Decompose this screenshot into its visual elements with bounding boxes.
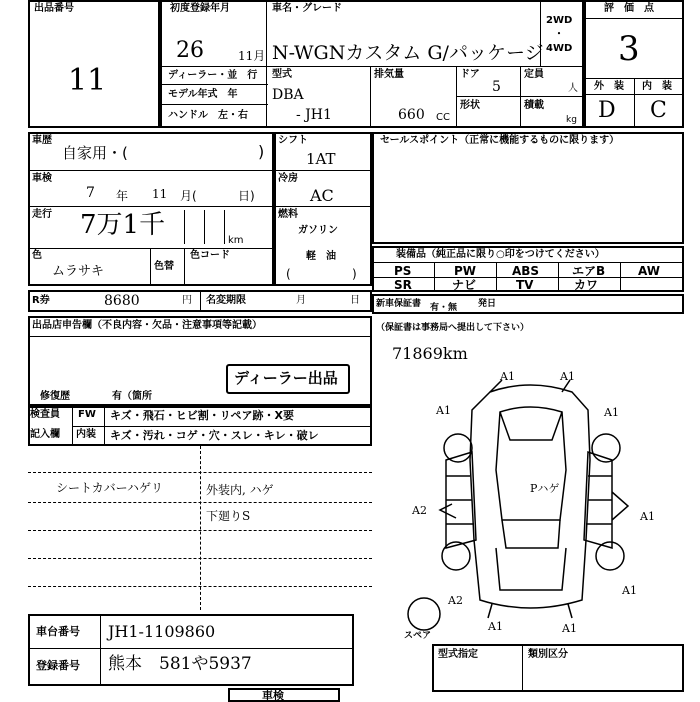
dealer-label: ディーラー・並 行 <box>168 70 258 81</box>
aircon-value: AC <box>310 186 334 205</box>
load-label: 積載 <box>524 100 544 111</box>
recycle-label: R券 <box>32 295 50 306</box>
sales-point-label: セールスポイント（正常に機能するものに限ります） <box>380 135 620 146</box>
car-roof <box>496 407 566 520</box>
equipment-label: 装備品（純正品に限り○印をつけてください） <box>396 249 605 260</box>
check-inner-text: キズ・汚れ・コゲ・穴・スレ・キレ・破レ <box>110 429 319 442</box>
shift-value: 1AT <box>306 150 336 168</box>
equip-ps: PS <box>394 264 412 278</box>
equip-sr: SR <box>394 278 412 292</box>
car-body-outline <box>470 385 590 608</box>
name-change-label: 名変期限 <box>206 295 246 306</box>
model-year-label: モデル年式 年 <box>168 89 238 100</box>
fuel-gasoline: ガソリン <box>298 225 338 236</box>
exterior-label: 外 装 <box>594 81 624 92</box>
inspection-day-unit: 日) <box>238 189 255 203</box>
door-value: 5 <box>492 79 501 95</box>
capacity-label: 定員 <box>524 69 544 80</box>
drive-dot: ・ <box>554 29 564 40</box>
mark-a1-left: A1 <box>436 404 451 417</box>
mark-a2-rear: A2 <box>448 594 463 607</box>
mileage-value: 7万1千 <box>80 210 166 240</box>
inspection-month: 11 <box>152 187 168 201</box>
displacement-value: 660 <box>398 107 425 123</box>
lot-label: 出品番号 <box>34 3 74 14</box>
drive-4wd: 4WD <box>546 43 573 54</box>
rear-glass <box>502 520 560 548</box>
type-prefix: DBA <box>272 87 304 103</box>
mark-a1-right: A1 <box>604 406 619 419</box>
color-change-label: 色替 <box>154 261 174 272</box>
equip-aw: AW <box>638 264 660 278</box>
drive-2wd: 2WD <box>546 15 573 26</box>
shape-label: 形状 <box>460 100 480 111</box>
mark-a2-left: A2 <box>412 504 427 517</box>
fuel-diesel: 軽 油 <box>306 251 336 262</box>
history-close: ) <box>258 142 265 161</box>
inspection-month-unit: 月( <box>180 189 197 203</box>
recycle-unit: 円 <box>182 295 192 306</box>
score-label: 評 価 点 <box>604 3 654 14</box>
warranty-note: （保証書は事務局へ提出して下さい） <box>376 323 530 333</box>
chassis-label: 車台番号 <box>36 625 80 638</box>
fuel-paren-open: ( <box>286 267 291 281</box>
repair-value: 有（箇所 <box>112 391 152 402</box>
check-label2: 記入欄 <box>30 429 60 440</box>
mark-p-hage: Pハゲ <box>530 482 560 495</box>
mark-a1-rear-side: A1 <box>622 584 637 597</box>
capacity-unit: 人 <box>568 83 578 94</box>
mileage-label: 走行 <box>32 209 52 220</box>
wheel-rear-right <box>596 542 624 570</box>
plate-value: 熊本 581や5937 <box>108 654 252 674</box>
interior-label: 内 装 <box>642 81 672 92</box>
mark-a1-front-left: A1 <box>500 370 515 383</box>
warranty-date: 発日 <box>478 299 497 309</box>
handle-label: ハンドル 左・右 <box>168 110 248 121</box>
fuel-label: 燃料 <box>278 209 298 220</box>
note-line2: 外装内, ハゲ <box>206 483 274 497</box>
note-line1: シートカバーハゲリ <box>56 481 164 495</box>
inspection-year-unit: 年 <box>116 189 129 203</box>
history-label: 車歴 <box>32 135 52 146</box>
mileage-unit: km <box>228 235 244 246</box>
car-value: N-WGNカスタム G/パッケージ <box>272 42 544 64</box>
model-cert-label: 型式指定 <box>438 649 478 660</box>
color-value: ムラサキ <box>52 264 105 279</box>
type-value: - JH1 <box>296 107 332 123</box>
warranty-label: 新車保証書 <box>376 299 422 309</box>
repair-label: 修復歴 <box>40 391 70 402</box>
spare-label: スペア <box>404 631 432 641</box>
history-value: 自家用・( <box>62 144 128 162</box>
equip-tv: TV <box>516 278 534 292</box>
load-unit: kg <box>566 115 577 125</box>
first-reg-label: 初度登録年月 <box>170 3 230 14</box>
front-glass <box>500 412 562 440</box>
mark-a1-rear-right: A1 <box>562 622 577 635</box>
type-label: 型式 <box>272 69 292 80</box>
equip-abs: ABS <box>512 264 540 278</box>
check-label1: 検査員 <box>30 409 60 420</box>
exterior-value: D <box>598 98 616 123</box>
mark-a1-right-side: A1 <box>640 510 655 523</box>
handwritten-mileage: 71869km <box>392 344 468 363</box>
bottom-stamp-text: 車検 <box>262 689 284 702</box>
inspection-year: 7 <box>86 185 95 201</box>
note-line3: 下廻りS <box>206 509 251 523</box>
equip-leather: カワ <box>574 278 599 292</box>
wheel-front-left <box>444 434 472 462</box>
name-change-day: 日 <box>350 295 360 306</box>
report-label: 出品店申告欄（不良内容・欠品・注意事項等記載） <box>32 320 262 331</box>
class-label: 類別区分 <box>528 649 568 660</box>
warranty-choice: 有・無 <box>430 303 458 313</box>
plate-label: 登録番号 <box>36 659 80 672</box>
check-inner: 内装 <box>76 429 96 440</box>
name-change-month: 月 <box>296 295 306 306</box>
equip-navi: ナビ <box>452 278 477 292</box>
displacement-label: 排気量 <box>374 69 404 80</box>
inspection-label: 車検 <box>32 173 52 184</box>
mark-a1-rear-left: A1 <box>488 620 503 633</box>
shift-label: シフト <box>278 135 308 146</box>
first-reg-year: 26 <box>176 38 204 63</box>
equip-pw: PW <box>454 264 477 278</box>
chassis-value: JH1-1109860 <box>108 622 216 641</box>
wheel-rear-left <box>442 542 470 570</box>
interior-value: C <box>650 98 667 123</box>
color-label: 色 <box>32 250 42 261</box>
check-fw: FW <box>78 409 96 420</box>
mark-a1-front-right: A1 <box>560 370 575 383</box>
color-code-label: 色コード <box>190 250 230 261</box>
fuel-paren-close: ) <box>352 267 357 281</box>
check-fw-text: キズ・飛石・ヒビ割・リペア跡・X要 <box>110 409 295 422</box>
car-label: 車名・グレード <box>272 3 342 14</box>
recycle-value: 8680 <box>104 293 140 309</box>
lot-value: 11 <box>68 63 107 98</box>
first-reg-month: 11月 <box>238 49 266 63</box>
door-label: ドア <box>460 69 480 80</box>
equip-airbag: エアB <box>572 264 606 278</box>
spare-tire <box>408 598 440 630</box>
score-value: 3 <box>618 29 640 69</box>
dealer-stamp-text: ディーラー出品 <box>234 369 338 387</box>
aircon-label: 冷房 <box>278 173 298 184</box>
displacement-unit: CC <box>436 112 450 123</box>
